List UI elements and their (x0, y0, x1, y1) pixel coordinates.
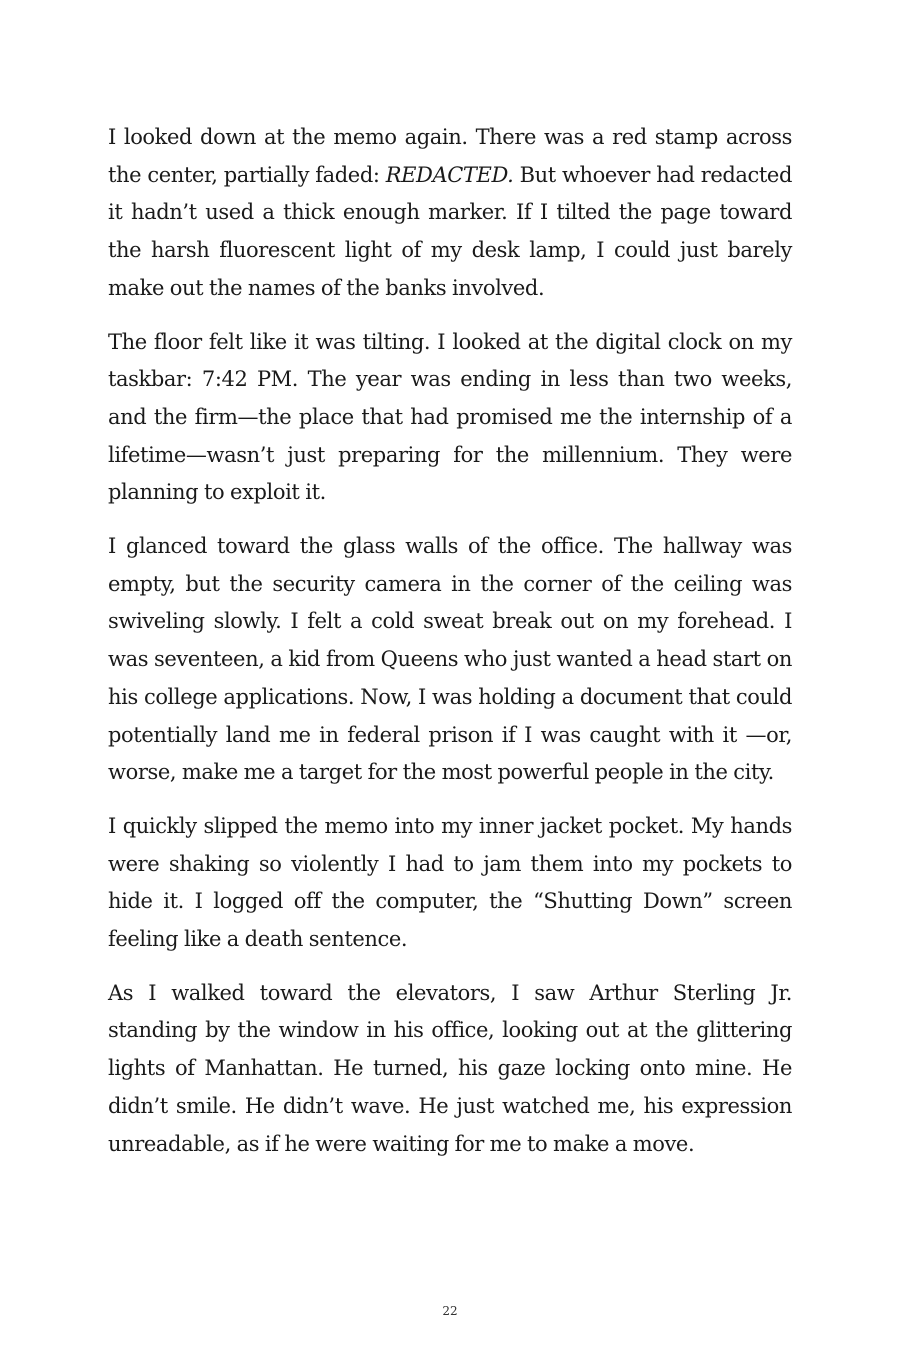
paragraph-2 (108, 324, 792, 513)
page-body (108, 119, 792, 1179)
paragraph-1-text-start: I looked down at the memo again. There was a red stamp across the center, partially faded: (108, 125, 792, 187)
paragraph-3-text: I glanced toward the glass walls of the office. The hallway was empty, but the security camera in the corner of the ceiling was swiveling slowly. I felt a cold sweat break out on my forehead. I was seventeen, a kid from Queens who just wanted a head start on his college applications. Now, I was holding a document that could potentially land me in federal prison if I was caught with it —or, worse, make me a target for the most powerful people in the city. (108, 534, 792, 785)
paragraph-5 (108, 975, 792, 1164)
paragraph-1 (108, 119, 792, 308)
paragraph-2-text: The floor felt like it was tilting. I looked at the digital clock on my taskbar: 7:42 PM. The year was ending in less than two weeks, and the firm—the place that had promised me the internship of a lifetime—wasn’t just preparing for the millennium. They were planning to exploit it. (108, 329, 792, 505)
redacted-stamp-text: REDACTED. (385, 162, 514, 187)
paragraph-4-text: I quickly slipped the memo into my inner jacket pocket. My hands were shaking so violently I had to jam them into my pockets to hide it. I logged off the computer, the “Shutting Down” screen feeling like a death sentence. (108, 813, 792, 952)
paragraph-1-text-end: But whoever had redacted it hadn’t used a thick enough marker. If I tilted the page toward the harsh fluorescent light of my desk lamp, I could just barely make out the names of the banks involved. (108, 162, 792, 300)
paragraph-4 (108, 808, 792, 959)
paragraph-5-text: As I walked toward the elevators, I saw Arthur Sterling Jr. standing by the window in his office, looking out at the glittering lights of Manhattan. He turned, his gaze locking onto mine. He didn’t smile. He didn’t wave. He just watched me, his expression unreadable, as if he were waiting for me to make a move. (108, 980, 792, 1156)
page-number: 22 (442, 1304, 458, 1318)
paragraph-3 (108, 528, 792, 792)
